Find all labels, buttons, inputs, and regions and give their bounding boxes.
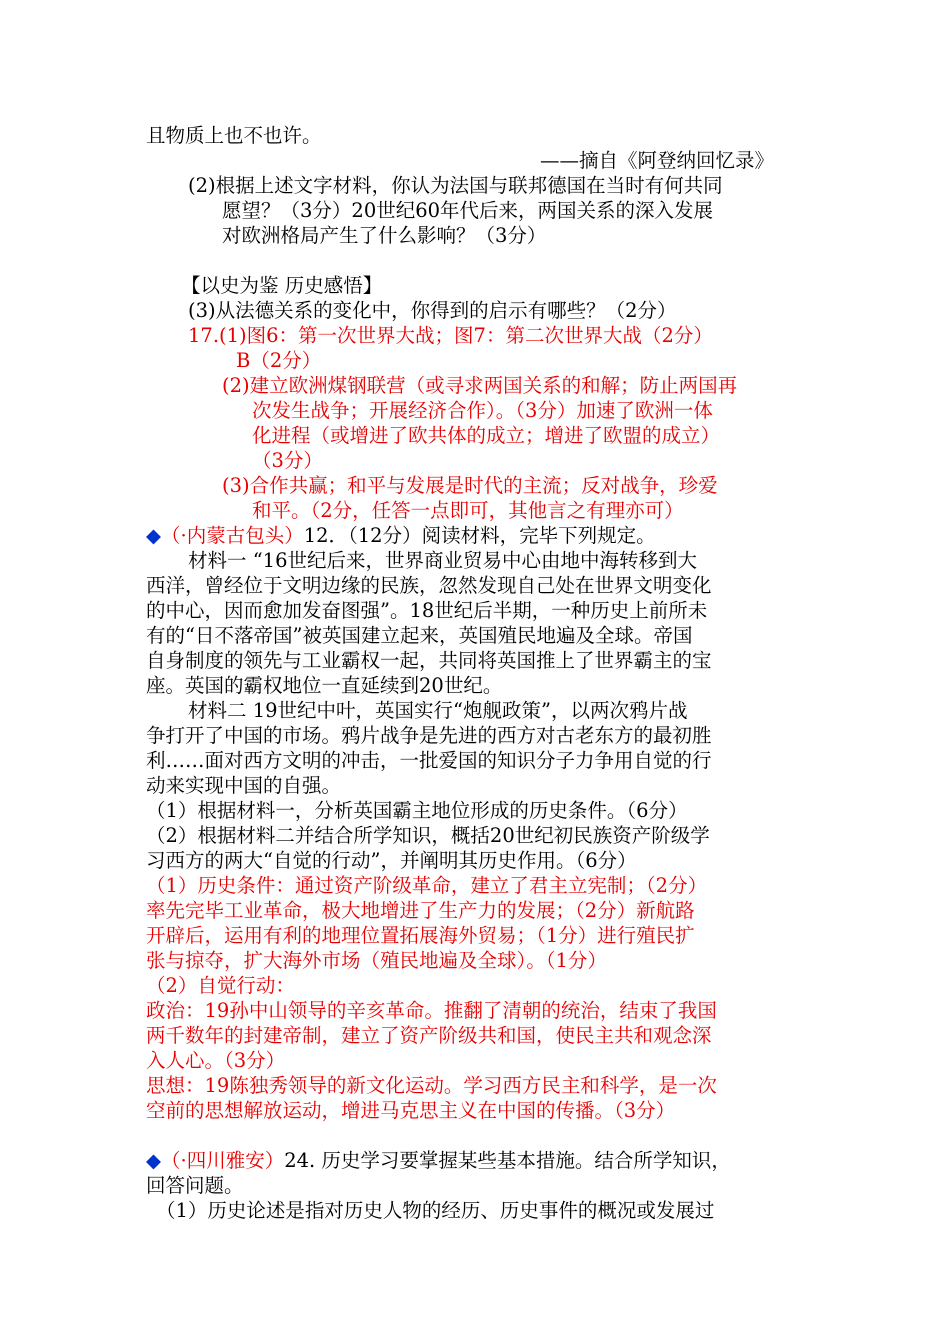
question-stem: 12．（12分）阅读材料，完毕下列规定。 [303,524,656,547]
sub-question-text: （2）根据材料二并结合所学知识，概括20世纪初民族资产阶级学 [146,824,710,847]
answer-17-text: 化进程（或增进了欧共体的成立；增进了欧盟的成立） [252,424,721,447]
section-heading: 【以史为鉴 历史感悟】 [181,274,383,297]
question-source: （·四川雅安） [161,1149,285,1172]
answer-12-text: 开辟后，运用有利的地理位置拓展海外贸易；（1分）进行殖民扩 [146,924,695,947]
question-source: （·内蒙古包头） [161,524,304,547]
answer-17-text: （3分） [252,449,323,472]
question-3-text: (3)从法德关系的变化中，你得到的启示有哪些？（2分） [188,299,677,322]
question-24-header [146,1148,731,1173]
answer-12-text: 两千数年的封建帝制，建立了资产阶级共和国，使民主共和观念深 [146,1024,712,1047]
material-text: 材料一 “16世纪后来，世界商业贸易中心由地中海转移到大 [188,549,697,572]
answer-17-text: 17.(1)图6：第一次世界大战；图7：第二次世界大战（2分） [188,324,713,347]
question-stem: 24. 历史学习要掌握某些基本措施。结合所学知识， [284,1149,731,1172]
material-text: 动来实现中国的自强。 [146,774,342,797]
answer-12-text: 思想：19陈独秀领导的新文化运动。学习西方民主和科学，是一次 [146,1074,717,1097]
question-2-text: 对欧洲格局产生了什么影响？（3分） [222,224,547,247]
question-24-text: 回答问题。 [146,1174,244,1197]
question-2-text: (2)根据上述文字材料，你认为法国与联邦德国在当时有何共同 [188,174,723,197]
answer-12-text: 入人心。（3分） [146,1049,286,1072]
question-2-text: 愿望？（3分）20世纪60年代后来，两国关系的深入发展 [222,199,714,222]
answer-17-text: (2)建立欧洲煤钢联营（或寻求两国关系的和解；防止两国再 [222,374,738,397]
material-text: 利……面对西方文明的冲击，一批爱国的知识分子力争用自觉的行 [146,749,712,772]
answer-17-text: (3)合作共赢；和平与发展是时代的主流；反对战争，珍爱 [222,474,718,497]
material-text: 西洋，曾经位于文明边缘的民族，忽然发现自己处在世界文明变化 [146,574,712,597]
answer-17-text: 次发生战争；开展经济合作）。（3分）加速了欧洲一体 [252,399,713,422]
answer-17-text: B（2分） [236,349,322,372]
answer-12-text: 率先完毕工业革命，极大地增进了生产力的发展；（2分）新航路 [146,899,695,922]
answer-12-text: 政治：19孙中山领导的辛亥革命。推翻了清朝的统治，结束了我国 [146,999,717,1022]
question-12-header [146,523,656,548]
material-text: 座。英国的霸权地位一直延续到20世纪。 [146,674,503,697]
answer-12-text: 空前的思想解放运动，增进马克思主义在中国的传播。（3分） [146,1099,676,1122]
diamond-icon: ◆ [146,524,161,547]
material-text: 自身制度的领先与工业霸权一起，共同将英国推上了世界霸主的宝 [146,649,712,672]
answer-12-text: 张与掠夺，扩大海外市场（殖民地遍及全球）。（1分） [146,949,607,972]
answer-12-text: （2）自觉行动： [146,974,295,997]
material-text: 有的“日不落帝国”被英国建立起来，英国殖民地遍及全球。帝国 [146,624,693,647]
material-text: 的中心，因而愈加发奋图强”。18世纪后半期，一种历史上前所未 [146,599,708,622]
material-text: 材料二 19世纪中叶，英国实行“炮舰政策”，以两次鸦片战 [188,699,688,722]
question-24-text: （1）历史论述是指对历史人物的经历、历史事件的概况或发展过 [156,1199,715,1222]
sub-question-text: （1）根据材料一，分析英国霸主地位形成的历史条件。（6分） [146,799,688,822]
source-citation: ——摘自《阿登纳回忆录》 [540,149,775,172]
answer-12-text: （1）历史条件：通过资产阶级革命，建立了君主立宪制；（2分） [146,874,708,897]
diamond-icon: ◆ [146,1149,161,1172]
material-text: 争打开了中国的市场。鸦片战争是先进的西方对古老东方的最初胜 [146,724,712,747]
paragraph-text: 且物质上也不也许。 [146,124,322,147]
sub-question-text: 习西方的两大“自觉的行动”，并阐明其历史作用。（6分） [146,849,637,872]
answer-17-text: 和平。（2分，任答一点即可，其他言之有理亦可） [252,499,684,522]
